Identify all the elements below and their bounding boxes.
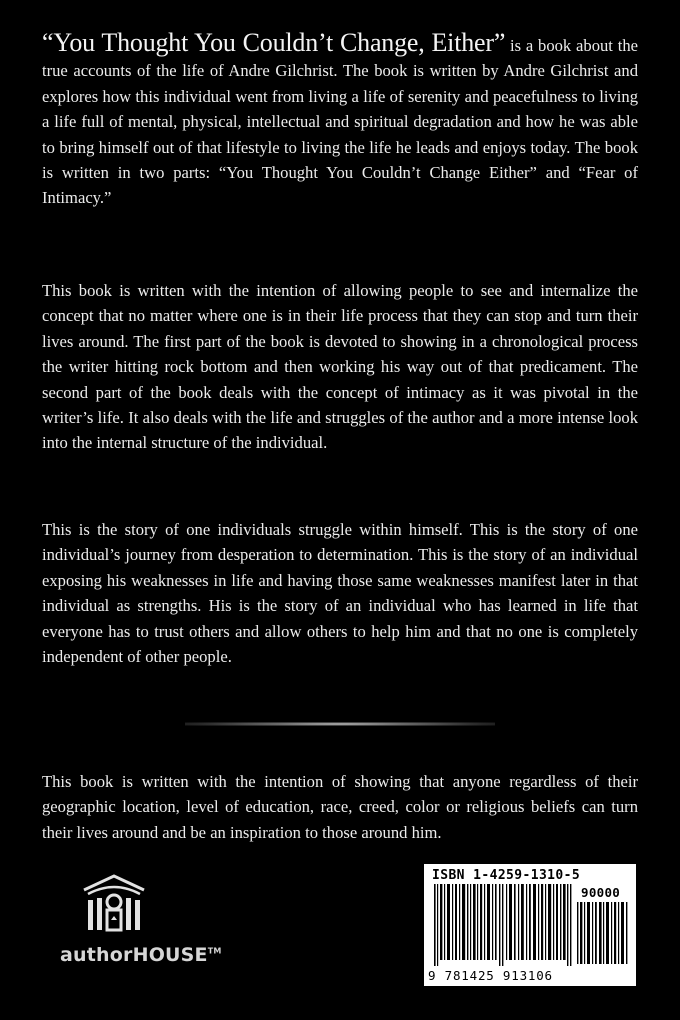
isbn-barcode — [424, 864, 636, 986]
description-paragraph-3: This is the story of one individuals struggle within himself. This is the story of one individual’s journey from desperation to determination. This is the story of an individual exposing his weaknesses in life and having those same weaknesses manifest later in that individual as strengths. His is the story of an individual who has learned in life that everyone has to trust others and allow others to help him and that no one is completely independent of other people. — [42, 520, 638, 667]
ean-barcode-bars — [432, 884, 574, 966]
addon-barcode-bars — [576, 902, 630, 964]
isbn-label: ISBN 1-4259-1310-5 — [432, 868, 581, 883]
price-code: 90000 — [581, 885, 621, 900]
ean-number: 9 781425 913106 — [428, 968, 553, 983]
decorative-divider — [185, 722, 495, 726]
description-paragraph-2: This book is written with the intention of allowing people to see and internalize the concept that no matter where one is in their life process that they can stop and turn their lives around. The first part of the book is devoted to showing in a chronological process the writer hitting rock bottom and then working his way out of that predicament. The second part of the book deals with the concept of intimacy as it was pivotal in the writer’s life. It also deals with the life and struggles of the author and a more intense look into the internal structure of the individual. — [42, 281, 638, 453]
publisher-name: authorHOUSE™ — [60, 944, 222, 966]
paragraph-1-text: is a book about the true accounts of the life of Andre Gilchrist. The book is written by Andre Gilchrist and explores how this individual went from living a life of serenity and peacefulness to living a life full of mental, physical, intellectual and spiritual degradation and how he was able to bring himself out of that lifestyle to living the life he leads and enjoys today. The book is written in two parts: “You Thought You Couldn’t Change Either” and “Fear of Intimacy.” — [42, 36, 638, 208]
publisher-logo — [60, 872, 230, 972]
description-paragraph-1 — [42, 30, 638, 211]
building-arch-icon — [80, 872, 148, 936]
book-title-quote: “You Thought You Couldn’t Change, Either” — [42, 28, 506, 57]
description-paragraph-4: This book is written with the intention of showing that anyone regardless of their geographic location, level of education, race, creed, color or religious beliefs can turn their lives around and be an inspiration to those around him. — [42, 772, 638, 842]
